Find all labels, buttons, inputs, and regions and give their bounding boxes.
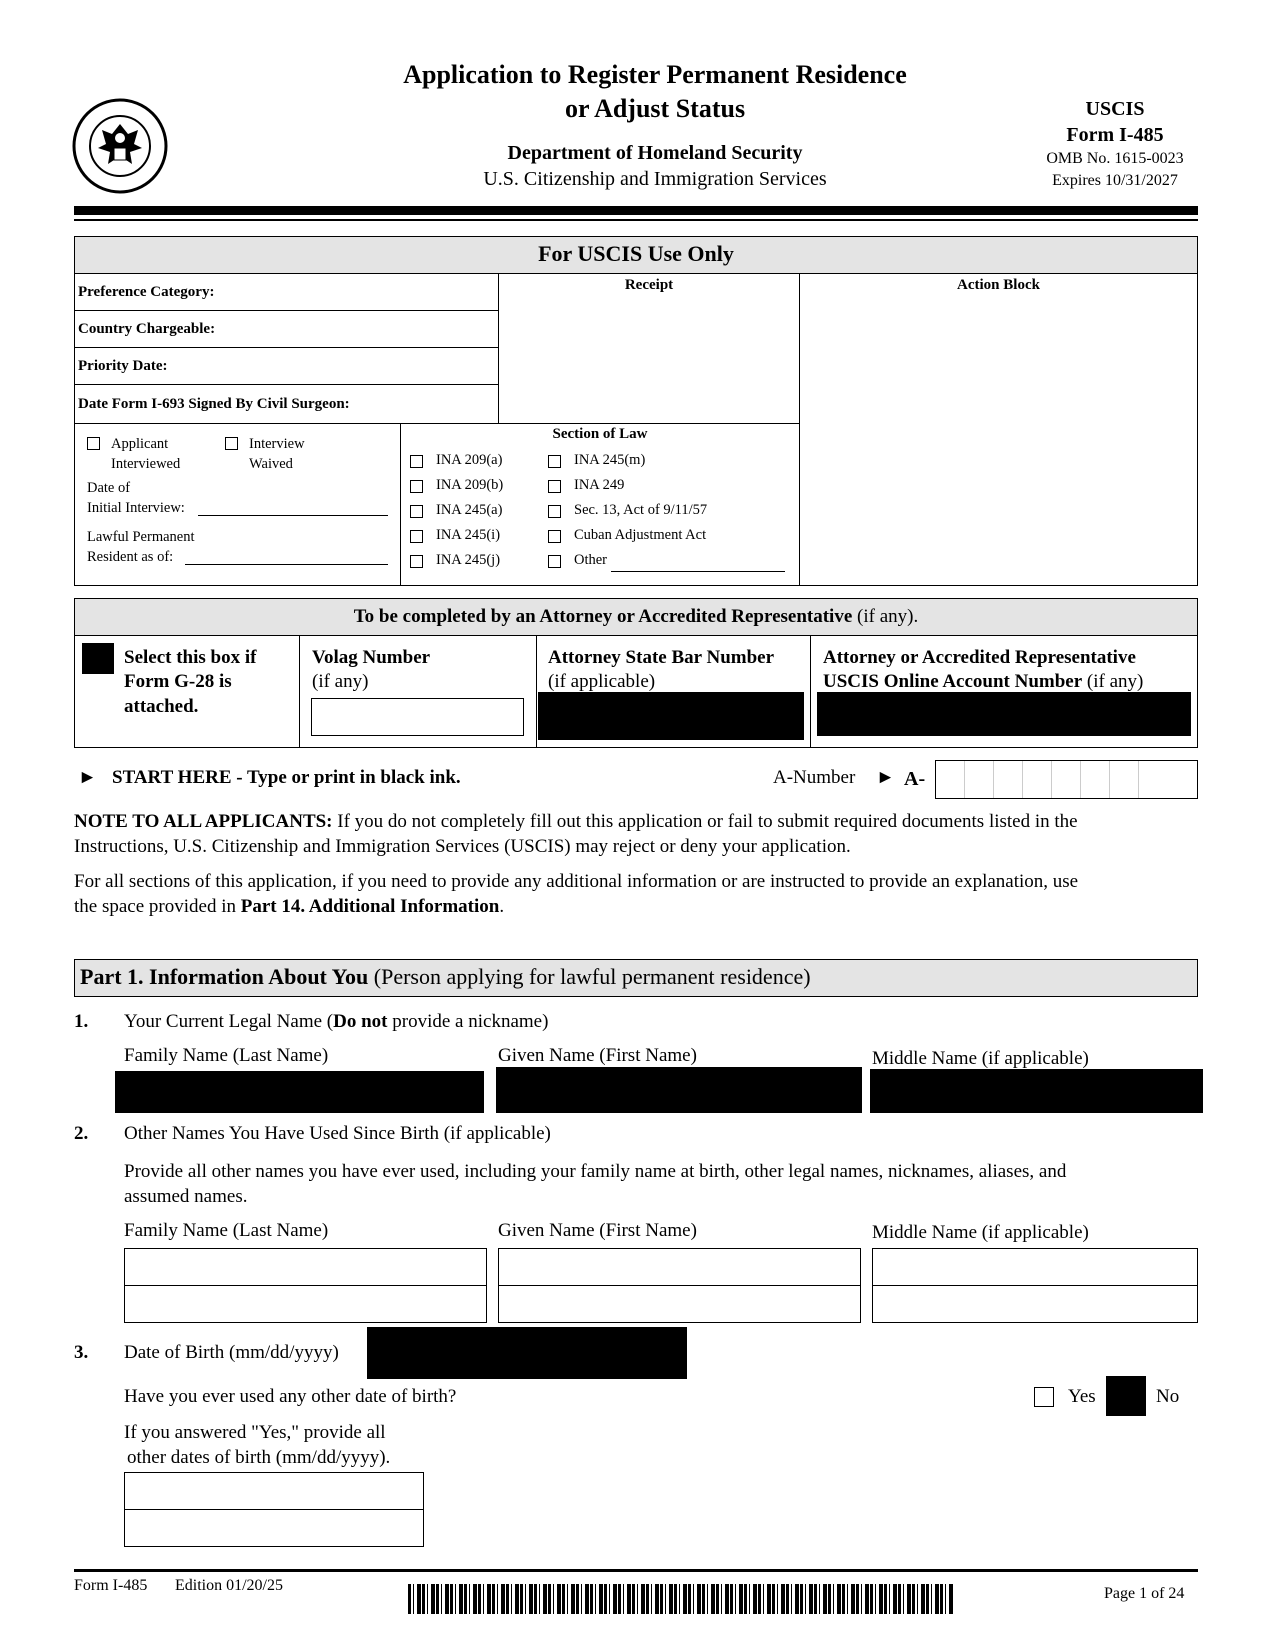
dob-input[interactable]: [367, 1327, 687, 1379]
q2-desc-line1: Provide all other names you have ever used, including your family name at birth, other legal names, nicknames, aliases, and: [124, 1161, 1067, 1182]
sections-note-post: .: [499, 896, 505, 917]
q2-middle-input-1[interactable]: [872, 1248, 1198, 1286]
online-account-label-line1: Attorney or Accredited Representative: [823, 647, 1136, 668]
other-dob-input-2[interactable]: [124, 1509, 424, 1547]
q3-label: Date of Birth (mm/dd/yyyy): [124, 1342, 339, 1363]
interviewed-label: Interviewed: [111, 456, 181, 472]
part1-title-rest: (Person applying for lawful permanent residence): [368, 964, 811, 989]
q2-given-input-1[interactable]: [498, 1248, 861, 1286]
dept-name: Department of Homeland Security: [507, 142, 803, 164]
country-label: Country Chargeable:: [78, 321, 216, 337]
q2-family-input-1[interactable]: [124, 1248, 487, 1286]
anumber-label: A-Number: [773, 767, 856, 788]
bar-number-sub: (if applicable): [548, 671, 656, 692]
if-yes-line1: If you answered "Yes," provide all: [124, 1422, 386, 1443]
q2-middle-label: Middle Name (if applicable): [872, 1222, 1089, 1243]
other-dob-input-1[interactable]: [124, 1472, 424, 1510]
barcode: [408, 1584, 953, 1614]
q1-given-input[interactable]: [496, 1067, 862, 1113]
yes-label: Yes: [1068, 1386, 1096, 1407]
no-label: No: [1156, 1386, 1180, 1407]
other-law-line[interactable]: [611, 571, 785, 572]
anumber-arrow-icon: ►: [876, 767, 895, 788]
applicant-label: Applicant: [111, 436, 169, 452]
bar-number-input[interactable]: [538, 692, 804, 740]
other-dob-yes-checkbox[interactable]: [1034, 1387, 1054, 1407]
q2-middle-input-2[interactable]: [872, 1285, 1198, 1323]
section-of-law-label: Section of Law: [552, 426, 648, 442]
g28-label-line2: Form G-28 is: [124, 671, 232, 692]
law-option-label: INA 209(b): [436, 477, 504, 493]
law-option-label: INA 209(a): [436, 452, 503, 468]
ina-245m-checkbox[interactable]: [548, 455, 561, 468]
q2-desc-line2: assumed names.: [124, 1186, 248, 1207]
uscis-use-title: For USCIS Use Only: [538, 241, 734, 266]
dhs-seal: [72, 98, 168, 194]
ina-245i-checkbox[interactable]: [410, 530, 423, 543]
q1-pre: Your Current Legal Name (: [124, 1011, 334, 1032]
sections-note-bold: Part 14. Additional Information: [240, 896, 500, 917]
initial-interview-line[interactable]: [198, 515, 388, 516]
law-option-label: Cuban Adjustment Act: [574, 527, 707, 543]
q1-label: [124, 1011, 548, 1033]
anumber-input[interactable]: [935, 760, 1198, 799]
footer-form: Form I-485: [74, 1577, 148, 1594]
law-option-label: INA 249: [574, 477, 625, 493]
q2-number: 2.: [74, 1123, 89, 1144]
online-account-label-line2: [823, 671, 1143, 693]
q1-given-label: Given Name (First Name): [498, 1045, 697, 1066]
volag-input[interactable]: [311, 698, 524, 736]
law-option-label: Sec. 13, Act of 9/11/57: [574, 502, 708, 518]
resident-as-of-label: Resident as of:: [87, 549, 174, 565]
g28-label-line3: attached.: [124, 696, 199, 717]
attorney-title-bold: To be completed by an Attorney or Accredited Representative: [353, 606, 853, 627]
other-law-checkbox[interactable]: [548, 555, 561, 568]
header-rule-thick: [74, 206, 1198, 215]
anumber-prefix: A-: [904, 768, 926, 790]
form-number: Form I-485: [1066, 124, 1164, 146]
receipt-area: [498, 273, 800, 424]
start-arrow-icon: ►: [78, 767, 97, 788]
bar-number-label: Attorney State Bar Number: [548, 647, 775, 668]
q2-family-label: Family Name (Last Name): [124, 1220, 329, 1241]
sections-note-line2: [74, 896, 504, 918]
online-account-label-rest: (if any): [1082, 671, 1144, 692]
law-option-label: INA 245(a): [436, 502, 503, 518]
action-block-label: Action Block: [957, 277, 1040, 293]
initial-interview-label: Initial Interview:: [87, 500, 185, 516]
online-account-label-bold: USCIS Online Account Number: [823, 671, 1083, 692]
attorney-title: [74, 606, 1198, 628]
other-dob-no-checkbox[interactable]: [1106, 1376, 1146, 1416]
q2-given-input-2[interactable]: [498, 1285, 861, 1323]
ina-245j-checkbox[interactable]: [410, 555, 423, 568]
start-here-text: START HERE - Type or print in black ink.: [112, 767, 461, 788]
g28-checkbox[interactable]: [82, 643, 114, 674]
i693-label: Date Form I-693 Signed By Civil Surgeon:: [78, 396, 350, 412]
q2-family-input-2[interactable]: [124, 1285, 487, 1323]
applicant-interviewed-checkbox[interactable]: [87, 437, 100, 450]
omb-number: OMB No. 1615-0023: [1046, 150, 1184, 167]
form-title-line1: Application to Register Permanent Residence: [403, 60, 907, 89]
g28-label-line1: Select this box if: [124, 647, 257, 668]
date-of-label: Date of: [87, 480, 131, 496]
q1-bold: Do not: [333, 1011, 388, 1032]
footer-edition: Edition 01/20/25: [175, 1577, 283, 1594]
uscis-label: USCIS: [1085, 98, 1145, 120]
form-title-line2: or Adjust Status: [564, 94, 746, 123]
receipt-label: Receipt: [624, 277, 674, 293]
if-yes-line2: other dates of birth (mm/dd/yyyy).: [127, 1447, 391, 1468]
preference-label: Preference Category:: [78, 284, 215, 300]
ina-209b-checkbox[interactable]: [410, 480, 423, 493]
action-block-area: [799, 273, 1198, 586]
q1-post: provide a nickname): [387, 1011, 549, 1032]
resident-as-of-line[interactable]: [185, 564, 388, 565]
interview-label: Interview: [249, 436, 305, 452]
sec13-checkbox[interactable]: [548, 505, 561, 518]
volag-label: Volag Number: [312, 647, 431, 668]
q2-given-label: Given Name (First Name): [498, 1220, 697, 1241]
sections-note-pre: the space provided in: [74, 896, 241, 917]
waived-label: Waived: [249, 456, 293, 472]
volag-sub: (if any): [312, 671, 369, 692]
online-account-input[interactable]: [817, 692, 1191, 736]
part1-title-bold: Part 1. Information About You: [80, 964, 369, 989]
agency-name: U.S. Citizenship and Immigration Services: [483, 168, 827, 190]
sections-note-line1: For all sections of this application, if you need to provide any additional information or are instructed to provide an explanation, use: [74, 871, 1079, 892]
footer-rule: [74, 1569, 1198, 1572]
ina-249-checkbox[interactable]: [548, 480, 561, 493]
law-option-label: INA 245(m): [574, 452, 646, 468]
law-option-label: INA 245(i): [436, 527, 501, 543]
q2-label: Other Names You Have Used Since Birth (if applicable): [124, 1123, 551, 1144]
note-line2: Instructions, U.S. Citizenship and Immigration Services (USCIS) may reject or deny your application.: [74, 836, 851, 857]
header-rule-thin: [74, 219, 1198, 221]
note-line1: [74, 811, 1078, 833]
ina-209a-checkbox[interactable]: [410, 455, 423, 468]
q1-middle-input[interactable]: [870, 1069, 1203, 1113]
cuban-adjustment-checkbox[interactable]: [548, 530, 561, 543]
note-bold: NOTE TO ALL APPLICANTS:: [74, 811, 333, 832]
q1-number: 1.: [74, 1011, 89, 1032]
q3-number: 3.: [74, 1342, 89, 1363]
other-dob-question: Have you ever used any other date of birth?: [124, 1386, 457, 1407]
footer-page: Page 1 of 24: [1104, 1585, 1185, 1602]
ina-245a-checkbox[interactable]: [410, 505, 423, 518]
q1-middle-label: Middle Name (if applicable): [872, 1048, 1089, 1069]
q1-family-label: Family Name (Last Name): [124, 1045, 329, 1066]
interview-waived-checkbox[interactable]: [225, 437, 238, 450]
expiration-date: Expires 10/31/2027: [1052, 172, 1178, 189]
part1-title: [80, 964, 811, 990]
law-option-label: Other: [574, 552, 608, 568]
q1-family-input[interactable]: [115, 1071, 484, 1113]
note-text: If you do not completely fill out this application or fail to submit required documents listed in the: [332, 811, 1078, 832]
attorney-title-rest: (if any).: [852, 606, 919, 627]
priority-label: Priority Date:: [78, 358, 168, 374]
lpr-label: Lawful Permanent: [87, 529, 195, 545]
law-option-label: INA 245(j): [436, 552, 501, 568]
